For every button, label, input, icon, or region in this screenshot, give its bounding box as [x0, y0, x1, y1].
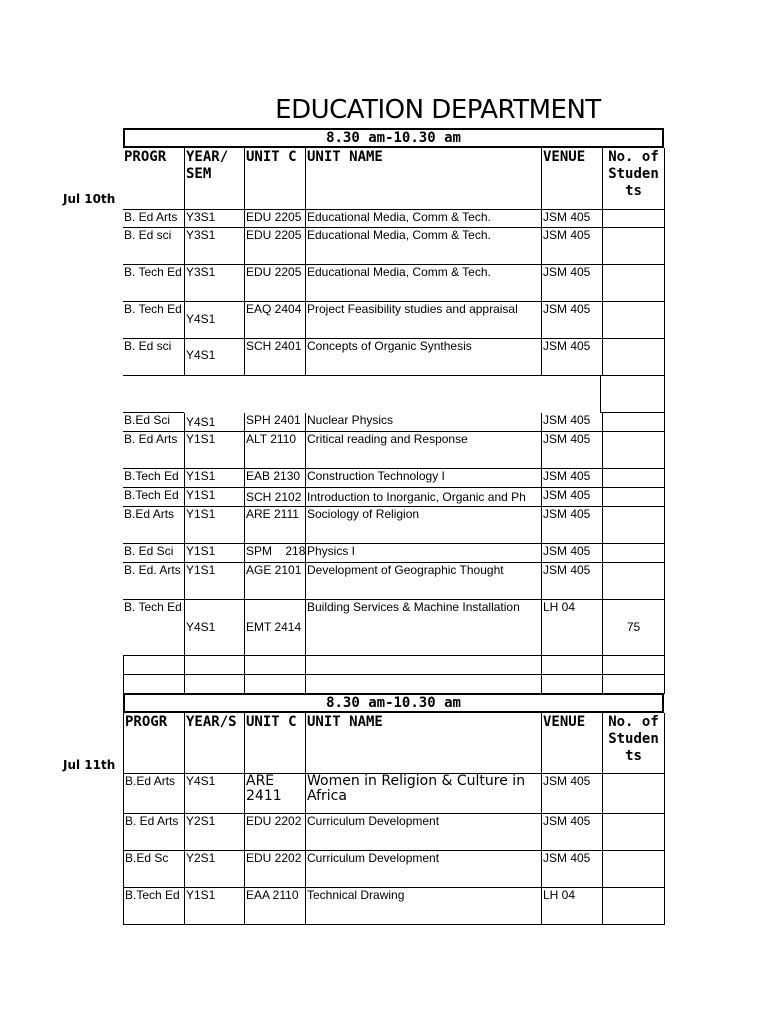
header-year-sem: YEAR/S [184, 713, 244, 773]
cell-unit-name: Development of Geographic Thought [305, 563, 541, 599]
date-label-jul-11: Jul 11th [63, 758, 116, 772]
cell-code: EDU 2205 [244, 265, 305, 301]
table-header [123, 148, 665, 210]
empty-row [123, 656, 665, 675]
table-row [123, 814, 665, 851]
header-students: No. of Studen ts [602, 148, 665, 209]
cell-code: EAA 2110 [244, 888, 305, 924]
cell-venue: JSM 405 [541, 432, 602, 468]
cell-students [602, 413, 665, 431]
header-programme: PROGR [125, 714, 168, 730]
cell-students [602, 339, 665, 375]
cell-programme: B. Ed Arts [124, 210, 178, 224]
cell-programme: B. Ed sci [124, 339, 172, 353]
cell-venue: JSM 405 [541, 413, 602, 431]
cell-year: Y1S1 [184, 432, 244, 468]
cell-venue: JSM 405 [541, 302, 602, 338]
cell-code: EAQ 2404 [244, 302, 305, 338]
cell-venue: JSM 405 [541, 814, 602, 850]
cell-unit-name: Nuclear Physics [305, 413, 541, 431]
cell-venue: JSM 405 [541, 563, 602, 599]
cell-students [602, 265, 665, 301]
cell-unit-name: Curriculum Development [305, 851, 541, 887]
cell-students [602, 851, 665, 887]
cell-year: Y4S1 [184, 413, 244, 431]
cell-unit-name: Project Feasibility studies and appraisal [305, 302, 541, 338]
cell-students [602, 814, 665, 850]
table-row [123, 265, 665, 302]
cell-year: Y1S1 [184, 563, 244, 599]
page-title: EDUCATION DEPARTMENT [275, 95, 601, 125]
cell-year: Y3S1 [184, 228, 244, 264]
cell-venue: JSM 405 [541, 265, 602, 301]
cell-year: Y2S1 [184, 851, 244, 887]
cell-unit-name: Critical reading and Response [305, 432, 541, 468]
cell-code: EDU 2202 [244, 814, 305, 850]
cell-code: EMT 2414 [244, 600, 305, 655]
table-row [123, 851, 665, 888]
cell-venue: JSM 405 [541, 507, 602, 543]
cell-unit-name: Construction Technology I [305, 469, 541, 487]
cell-programme: B. Ed Arts [125, 814, 179, 828]
table-row [123, 469, 665, 488]
cell-unit-name: Introduction to Inorganic, Organic and Ph [305, 488, 541, 506]
cell-code: ARE 2111 [244, 507, 305, 543]
cell-programme: B.Ed Sci [124, 413, 171, 427]
date-label-jul-10: Jul 10th [63, 192, 116, 206]
cell-students [602, 544, 665, 562]
cell-unit-name: Building Services & Machine Installation [305, 600, 541, 655]
cell-unit-name: Physics I [305, 544, 541, 562]
table-row [123, 432, 665, 469]
cell-year: Y1S1 [184, 507, 244, 543]
cell-code: SCH 2401 [244, 339, 305, 375]
cell-year: Y4S1 [184, 302, 244, 338]
cell-students [602, 774, 665, 813]
cell-venue: LH 04 [541, 888, 602, 924]
cell-unit-name: Educational Media, Comm & Tech. [305, 228, 541, 264]
cell-venue: JSM 405 [541, 469, 602, 487]
cell-venue: JSM 405 [541, 339, 602, 375]
header-venue: VENUE [541, 148, 602, 209]
cell-year: Y1S1 [184, 544, 244, 562]
header-programme: PROGR [124, 149, 167, 165]
table-row [123, 774, 665, 814]
cell-programme: B. Tech Ed [124, 302, 182, 316]
table-row [123, 888, 665, 925]
cell-year: Y1S1 [184, 488, 244, 506]
cell-code: AGE 2101 [244, 563, 305, 599]
cell-unit-name: Women in Religion & Culture in Africa [305, 774, 541, 813]
header-unit-name: UNIT NAME [305, 148, 541, 209]
cell-code: ARE 2411 [244, 774, 305, 813]
cell-programme: B.Ed Arts [124, 507, 175, 521]
cell-venue: LH 04 [541, 600, 602, 655]
table-row [123, 413, 665, 432]
table-header [123, 713, 665, 774]
header-unit-code: UNIT C [244, 713, 305, 773]
cell-programme: B. Tech Ed [124, 265, 182, 279]
time-slot-banner: 8.30 am-10.30 am [123, 693, 664, 713]
cell-programme: B. Tech Ed [124, 600, 182, 614]
cell-year: Y4S1 [184, 600, 244, 655]
cell-students [602, 563, 665, 599]
cell-programme: B. Ed. Arts [124, 563, 181, 577]
table-row [123, 302, 665, 339]
cell-unit-name: Concepts of Organic Synthesis [305, 339, 541, 375]
table-row [123, 600, 665, 656]
table-row [123, 488, 665, 507]
cell-programme: B. Ed Sci [124, 544, 174, 558]
table-row [123, 228, 665, 265]
cell-year: Y2S1 [184, 814, 244, 850]
empty-row [123, 376, 184, 413]
time-slot-banner: 8.30 am-10.30 am [123, 128, 664, 148]
cell-programme: B. Ed sci [124, 228, 172, 242]
cell-code: SPM 218 [244, 544, 305, 562]
cell-code: SPH 2401 [244, 413, 305, 431]
cell-unit-name: Sociology of Religion [305, 507, 541, 543]
cell-students: 75 [602, 600, 665, 655]
empty-cell [600, 376, 665, 413]
cell-code: EDU 2205 [244, 210, 305, 227]
table-row [123, 563, 665, 600]
header-unit-name: UNIT NAME [305, 713, 541, 773]
cell-students [602, 302, 665, 338]
cell-venue: JSM 405 [541, 544, 602, 562]
header-venue: VENUE [541, 713, 602, 773]
cell-year: Y1S1 [184, 469, 244, 487]
cell-code: EAB 2130 [244, 469, 305, 487]
cell-programme: B. Ed Arts [124, 432, 178, 446]
cell-students [602, 488, 665, 506]
cell-year: Y3S1 [184, 210, 244, 227]
table-row [123, 339, 665, 376]
cell-students [602, 228, 665, 264]
cell-students [602, 210, 665, 227]
cell-code: ALT 2110 [244, 432, 305, 468]
cell-year: Y3S1 [184, 265, 244, 301]
cell-unit-name: Curriculum Development [305, 814, 541, 850]
empty-row [123, 675, 665, 694]
cell-venue: JSM 405 [541, 210, 602, 227]
cell-code: EDU 2205 [244, 228, 305, 264]
header-year-sem: YEAR/ SEM [184, 148, 244, 209]
cell-unit-name: Technical Drawing [305, 888, 541, 924]
cell-unit-name: Educational Media, Comm & Tech. [305, 265, 541, 301]
header-unit-code: UNIT C [244, 148, 305, 209]
cell-programme: B.Ed Sc [125, 851, 169, 865]
cell-venue: JSM 405 [541, 488, 602, 506]
cell-programme: B.Tech Ed [124, 488, 179, 502]
cell-students [602, 432, 665, 468]
cell-code: SCH 2102 [244, 488, 305, 506]
cell-students [602, 507, 665, 543]
cell-students [602, 469, 665, 487]
cell-code: EDU 2202 [244, 851, 305, 887]
table-row [123, 507, 665, 544]
table-row [123, 210, 665, 228]
cell-programme: B.Tech Ed [125, 888, 180, 902]
cell-programme: B.Tech Ed [124, 469, 179, 483]
cell-year: Y4S1 [184, 774, 244, 813]
cell-students [602, 888, 665, 924]
cell-year: Y4S1 [184, 339, 244, 375]
cell-venue: JSM 405 [541, 851, 602, 887]
cell-year: Y1S1 [184, 888, 244, 924]
cell-venue: JSM 405 [541, 228, 602, 264]
cell-venue: JSM 405 [541, 774, 602, 813]
table-row [123, 544, 665, 563]
cell-programme: B.Ed Arts [125, 774, 176, 788]
header-students: No. of Studen ts [602, 713, 665, 773]
cell-unit-name: Educational Media, Comm & Tech. [305, 210, 541, 227]
